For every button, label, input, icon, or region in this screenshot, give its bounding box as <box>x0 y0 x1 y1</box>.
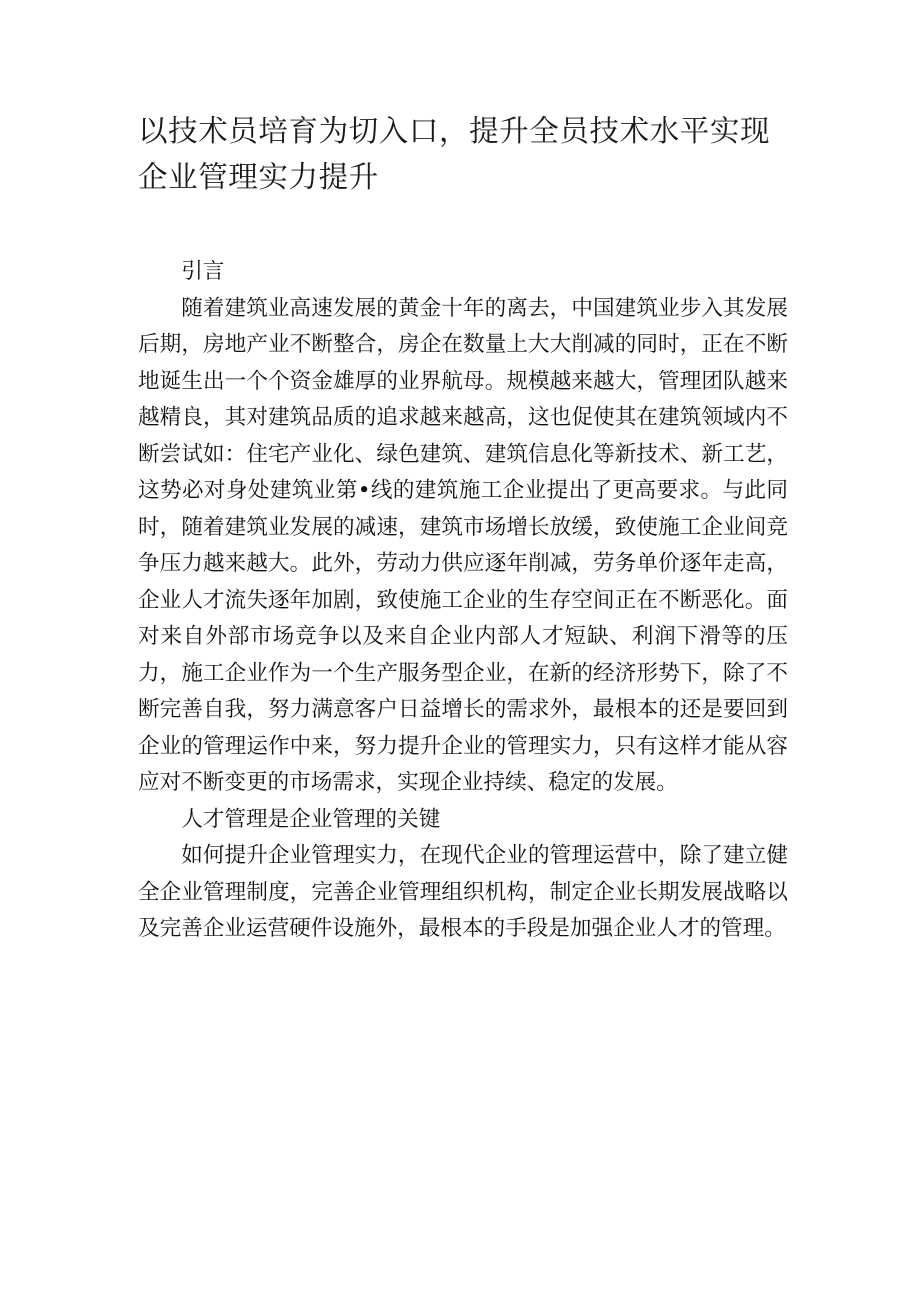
document-body <box>138 254 788 948</box>
section-heading-talent-management: 人才管理是企业管理的关键 <box>181 806 441 832</box>
document-title: 以技术员培育为切入口，提升全员技术水平实现企业管理实力提升 <box>138 114 771 194</box>
paragraph-introduction: 随着建筑业高速发展的黄金十年的离去，中国建筑业步入其发展后期，房地产业不断整合，房企在数量上大大削减的同时，正在不断地诞生出一个个资金雄厚的业界航母。规模越来越大，管理团队越来越精良，其对建筑品质的追求越来越高，这也促使其在建筑领域内不断尝试如：住宅产业化、绿色建筑、建筑信息化等新技术、新工艺，这势必对身处建筑业第•线的建筑施工企业提出了更高要求。与此同时，随着建筑业发展的减速，建筑市场增长放缓，致使施工企业间竞争压力越来越大。此外，劳动力供应逐年削减，劳务单价逐年走高，企业人才流失逐年加剧，致使施工企业的生存空间正在不断恶化。面对来自外部市场竞争以及来自企业内部人才短缺、利润下滑等的压力，施工企业作为一个生产服务型企业，在新的经济形势下，除了不断完善自我，努力满意客户日益增长的需求外，最根本的还是要回到企业的管理运作中来，努力提升企业的管理实力，只有这样才能从容应对不断变更的市场需求，实现企业持续、稳定的发展。 <box>138 295 788 795</box>
section-heading-introduction: 引言 <box>181 259 225 284</box>
paragraph-talent-management: 如何提升企业管理实力，在现代企业的管理运营中，除了建立健全企业管理制度，完善企业管理组织机构，制定企业长期发展战略以及完善企业运营硬件设施外，最根本的手段是加强企业人才的管理。 <box>138 843 788 941</box>
